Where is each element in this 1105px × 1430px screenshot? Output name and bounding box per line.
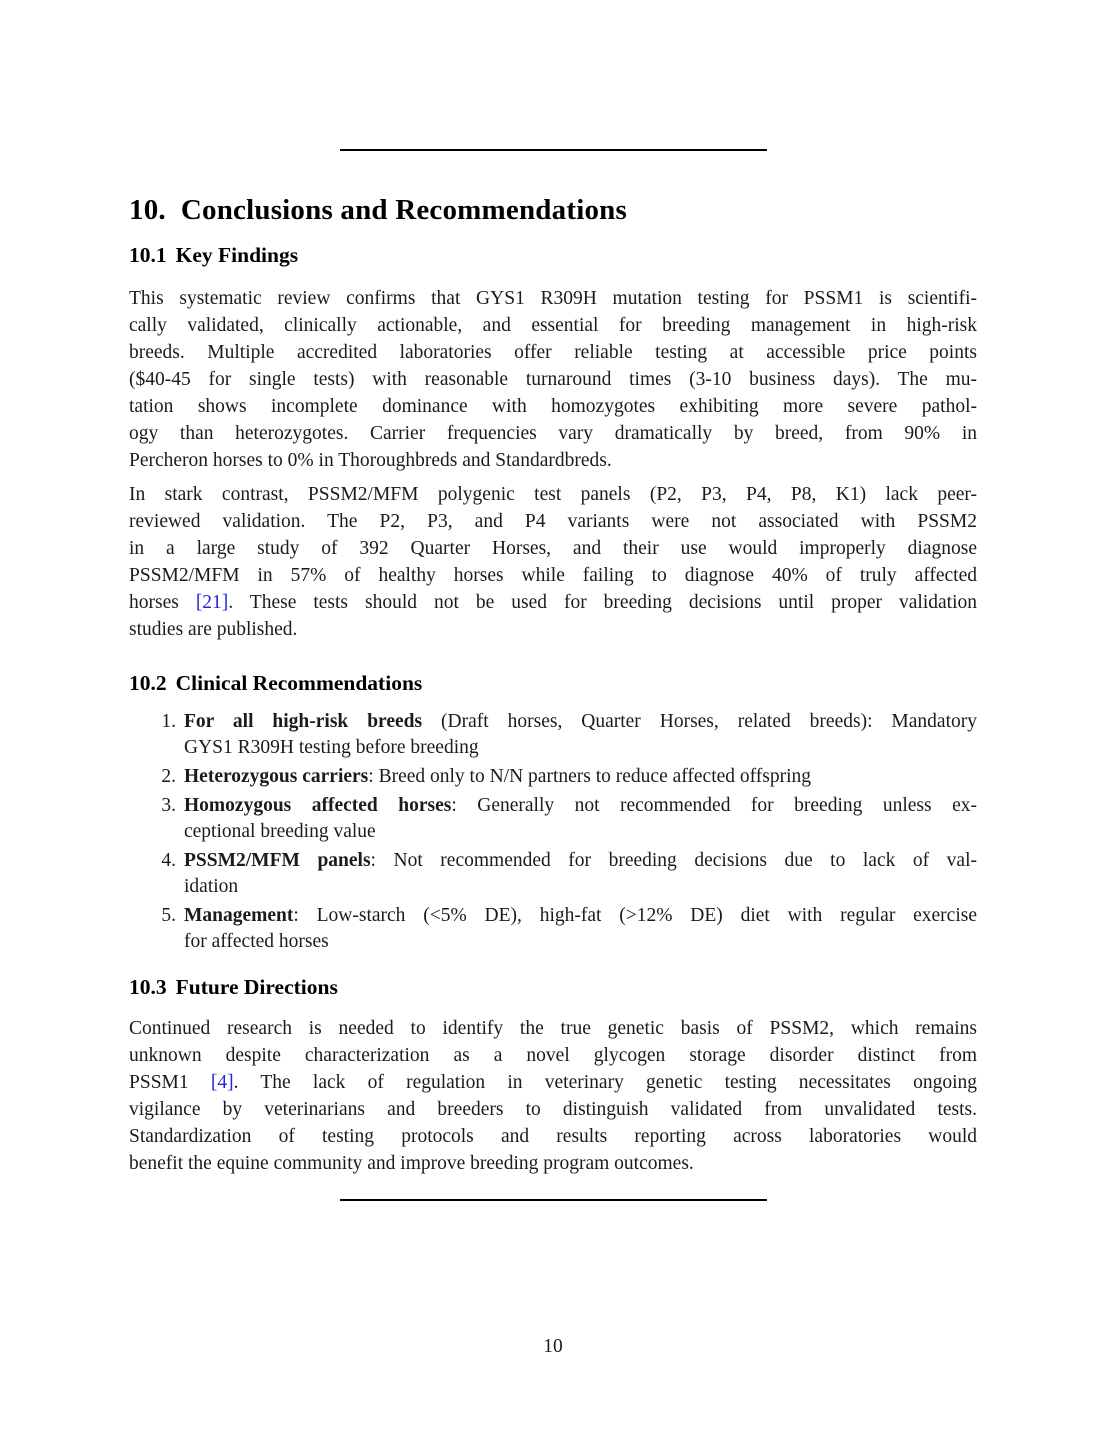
text-line <box>184 709 977 735</box>
citation-link[interactable]: [4] <box>210 1072 234 1093</box>
subsection-heading-future-directions <box>129 975 977 1000</box>
text-segment: (Draft horses, Quarter Horses, related breeds): Mandatory <box>422 711 977 732</box>
paragraph-key-findings <box>129 285 977 474</box>
subsection-heading-clinical-recommendations <box>129 671 977 696</box>
text-line <box>129 1069 977 1096</box>
text-line: PSSM2/MFM in 57% of healthy horses while failing to diagnose 40% of truly affected <box>129 565 977 586</box>
text-line: cally validated, clinically actionable, and essential for breeding management in high-risk <box>129 315 977 336</box>
text-segment: . The lack of regulation in veterinary genetic testing necessitates ongoing <box>233 1072 977 1093</box>
text-segment: horses <box>129 592 196 613</box>
recommendation-item <box>129 764 977 790</box>
text-line <box>129 589 977 616</box>
text-segment: : Not recommended for breeding decisions due to lack of val- <box>370 850 977 871</box>
paragraph-pssm2-contrast <box>129 481 977 643</box>
recommendations-list <box>129 709 977 955</box>
section-number: 10. <box>129 194 166 226</box>
text-line: unknown despite characterization as a novel glycogen storage disorder distinct from <box>129 1045 977 1066</box>
recommendation-item <box>129 848 977 900</box>
text-line: studies are published. <box>129 619 298 640</box>
text-segment: : Generally not recommended for breeding unless ex- <box>451 795 977 816</box>
text-line: idation <box>184 876 239 897</box>
top-divider-rule <box>340 149 767 151</box>
text-column <box>129 0 977 1358</box>
subsection-title: Future Directions <box>175 975 338 999</box>
paragraph-future-directions <box>129 1015 977 1177</box>
list-item-number: 4. <box>161 850 176 871</box>
text-line: Continued research is needed to identify the true genetic basis of PSSM2, which remains <box>129 1018 977 1039</box>
section-heading <box>129 194 977 227</box>
text-line <box>184 903 977 929</box>
text-line: In stark contrast, PSSM2/MFM polygenic test panels (P2, P3, P4, P8, K1) lack peer- <box>129 484 977 505</box>
bottom-divider-rule <box>340 1199 767 1201</box>
recommendation-item <box>129 709 977 761</box>
subsection-title: Key Findings <box>175 243 299 267</box>
recommendation-item <box>129 903 977 955</box>
subsection-number: 10.3 <box>129 975 167 999</box>
bold-lead-in: PSSM2/MFM panels <box>184 850 371 871</box>
text-line: Standardization of testing protocols and results reporting across laboratories would <box>129 1126 977 1147</box>
text-line: GYS1 R309H testing before breeding <box>184 737 479 758</box>
text-segment: PSSM1 <box>129 1072 211 1093</box>
text-line: vigilance by veterinarians and breeders to distinguish validated from unvalidated tests. <box>129 1099 977 1120</box>
list-item-number: 5. <box>161 905 176 926</box>
subsection-title: Clinical Recommendations <box>175 671 423 695</box>
subsection-heading-key-findings <box>129 243 977 268</box>
recommendation-item <box>129 793 977 845</box>
text-line: ogy than heterozygotes. Carrier frequencies vary dramatically by breed, from 90% in <box>129 423 977 444</box>
subsection-number: 10.1 <box>129 243 167 267</box>
text-segment: : Breed only to N/N partners to reduce affected offspring <box>368 766 812 787</box>
citation-link[interactable]: [21] <box>195 592 229 613</box>
text-line <box>184 793 977 819</box>
text-line: for affected horses <box>184 931 329 952</box>
list-item-number: 3. <box>161 795 176 816</box>
text-line <box>184 848 977 874</box>
list-item-number: 2. <box>161 766 176 787</box>
bold-lead-in: Heterozygous carriers <box>184 766 369 787</box>
text-line <box>184 764 977 790</box>
text-segment: . These tests should not be used for breeding decisions until proper validation <box>228 592 978 613</box>
section-title: Conclusions and Recommendations <box>180 194 627 226</box>
text-line: reviewed validation. The P2, P3, and P4 variants were not associated with PSSM2 <box>129 511 977 532</box>
subsection-number: 10.2 <box>129 671 167 695</box>
bold-lead-in: Homozygous affected horses <box>184 795 452 816</box>
bold-lead-in: Management <box>184 905 294 926</box>
text-line: ceptional breeding value <box>184 821 376 842</box>
text-segment: : Low-starch (<5% DE), high-fat (>12% DE) diet with regular exercise <box>293 905 977 926</box>
text-line: benefit the equine community and improve breeding program outcomes. <box>129 1153 694 1174</box>
text-line: ($40-45 for single tests) with reasonable turnaround times (3-10 business days). The mu- <box>129 369 977 390</box>
page-number: 10 <box>543 1336 563 1357</box>
list-item-number: 1. <box>161 711 176 732</box>
text-line: tation shows incomplete dominance with homozygotes exhibiting more severe pathol- <box>129 396 977 417</box>
bold-lead-in: For all high-risk breeds <box>184 711 423 732</box>
text-line: breeds. Multiple accredited laboratories offer reliable testing at accessible price points <box>129 342 977 363</box>
text-line: This systematic review confirms that GYS1 R309H mutation testing for PSSM1 is scientifi- <box>129 288 977 309</box>
text-line: in a large study of 392 Quarter Horses, and their use would improperly diagnose <box>129 538 977 559</box>
text-line: Percheron horses to 0% in Thoroughbreds and Standardbreds. <box>129 450 612 471</box>
